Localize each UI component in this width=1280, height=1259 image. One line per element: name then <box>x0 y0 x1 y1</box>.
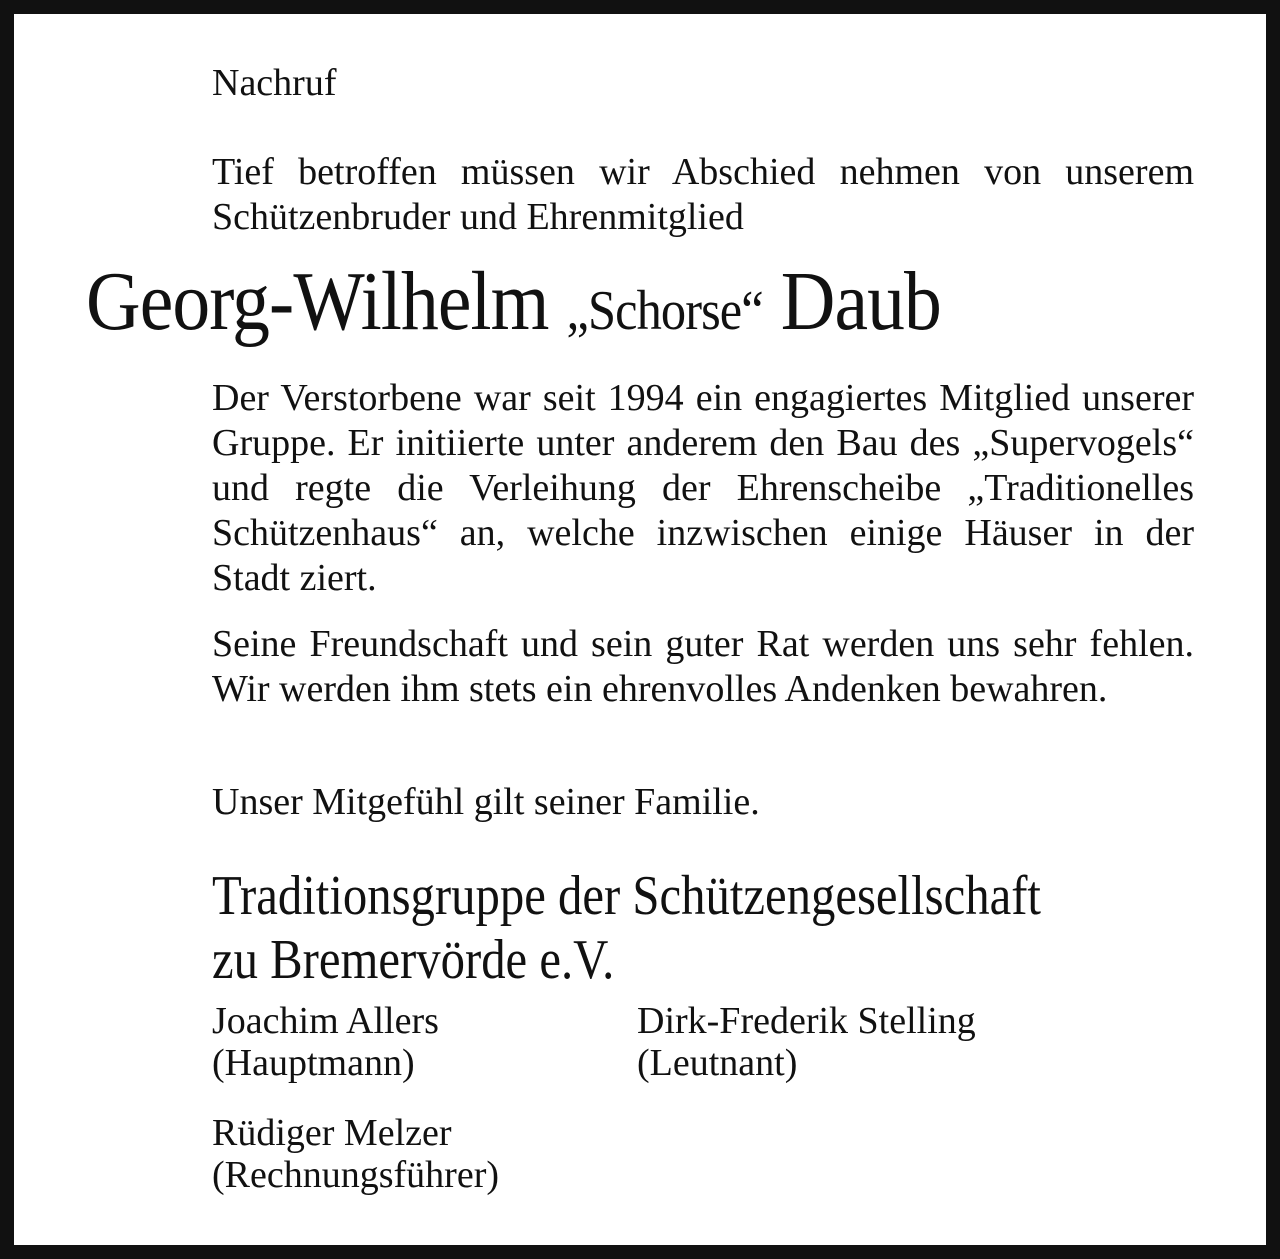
organization-line-1: Traditionsgruppe der Schützengesellschaft <box>212 865 1041 927</box>
paragraph-farewell: Seine Freundschaft und sein guter Rat werden uns sehr fehlen. Wir werden ihm stets ein ehrenvolles Andenken bewahren. <box>212 623 1194 710</box>
signatory-block <box>212 1000 439 1084</box>
organization-name <box>212 864 1169 992</box>
signatory-block <box>212 1112 499 1196</box>
signatory-name: Dirk-Frederik Stelling <box>637 1000 976 1042</box>
deceased-given-name: Georg-Wilhelm <box>86 255 549 348</box>
deceased-surname: Daub <box>780 255 941 348</box>
signatory-block <box>637 1000 976 1084</box>
signatory-role: (Rechnungsführer) <box>212 1154 500 1196</box>
signatory-role: (Leutnant) <box>637 1042 798 1084</box>
organization-line-2: zu Bremervörde e.V. <box>212 929 615 991</box>
paragraph-condolence: Unser Mitgefühl gilt seiner Familie. <box>212 781 760 823</box>
deceased-nickname: „Schorse“ <box>566 280 763 342</box>
signatory-name: Joachim Allers <box>212 1000 439 1042</box>
deceased-name <box>86 252 1194 361</box>
signatory-name: Rüdiger Melzer <box>212 1112 452 1154</box>
intro-text: Tief betroffen müssen wir Abschied nehmen von unserem Schützenbruder und Ehrenmitglied <box>212 151 1194 238</box>
signatory-role: (Hauptmann) <box>212 1042 415 1084</box>
notice-heading: Nachruf <box>212 62 337 104</box>
paragraph-biography: Der Verstorbene war seit 1994 ein engagiertes Mitglied unserer Gruppe. Er initiierte unter anderem den Bau des „Supervogels“ und regte die Verleihung der Ehrenscheibe „Traditionelles Schützenhaus“ an, welche inzwischen einige Häuser in der Stadt ziert. <box>212 377 1194 599</box>
